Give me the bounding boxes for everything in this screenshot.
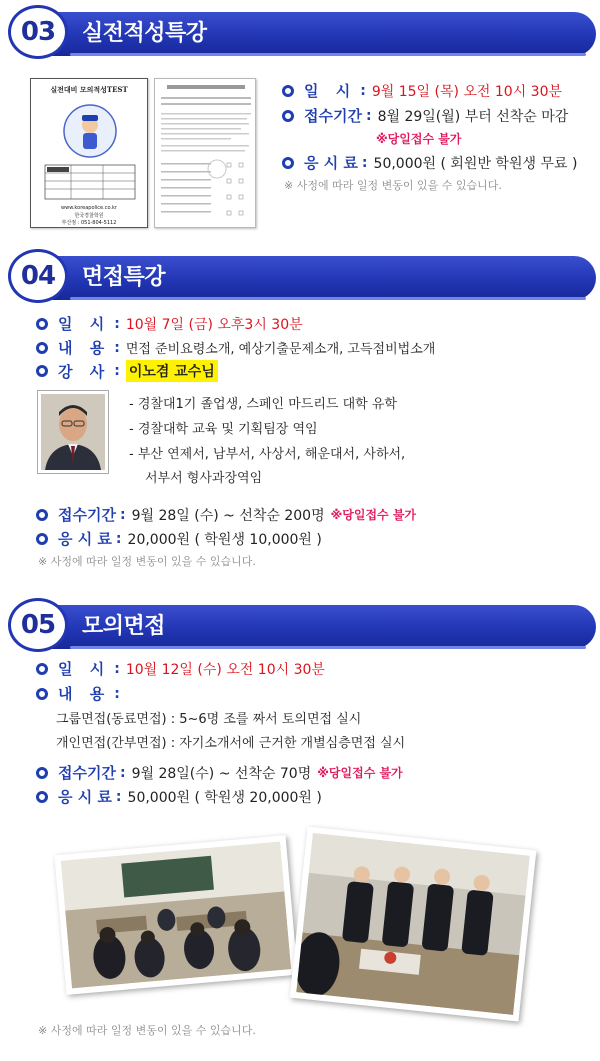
- period-label: 접수기간: [304, 107, 362, 125]
- period-value: 9월 28일 (수) ~ 선착순 200명: [131, 507, 325, 524]
- bullet-icon: [36, 318, 48, 330]
- s03-fee-row: [282, 152, 577, 173]
- s04-fee-row: [36, 528, 322, 549]
- lecturer-bio-line: - 부산 연제서, 남부서, 사상서, 해운대서, 사하서,: [129, 447, 406, 462]
- colon: :: [119, 764, 126, 781]
- fee-label: 응 시 료: [58, 788, 112, 806]
- mock-test-cover-phone: 부산점 : 051-804-5112: [61, 220, 117, 226]
- fee-label: 응 시 료: [58, 530, 112, 548]
- section-03-header: [0, 0, 600, 60]
- section-number: 03: [8, 5, 68, 59]
- lecturer-portrait-icon: [41, 394, 105, 470]
- mock-test-cover-title: 실전대비 모의적성TEST: [50, 85, 128, 94]
- group-interview-desc: 그룹면접(동료면접) : 5~6명 조를 짜서 토의면접 실시: [56, 712, 362, 727]
- lecturer-bio-line: 서부서 형사과장역임: [145, 471, 263, 486]
- date-label: 일 시: [304, 82, 357, 100]
- date-value: 10월 7일 (금) 오후3시 30분: [125, 316, 303, 333]
- lecturer-bio-line: - 경찰대1기 졸업생, 스페인 마드리드 대학 유학: [129, 397, 397, 412]
- colon: :: [119, 506, 126, 523]
- bullet-icon: [282, 85, 294, 97]
- individual-interview-desc: 개인면접(간부면접) : 자기소개서에 근거한 개별심층면접 실시: [56, 736, 406, 751]
- colon: :: [361, 154, 368, 171]
- period-label: 접수기간: [58, 506, 116, 524]
- colon: :: [115, 530, 122, 547]
- fee-label: 응 시 료: [304, 154, 358, 172]
- individual-interview-photo: [290, 826, 537, 1021]
- no-walkin-note: ※당일접수 불가: [317, 766, 403, 780]
- s04-date-row: [36, 313, 303, 334]
- section-05-header: [0, 593, 600, 653]
- bullet-icon: [282, 157, 294, 169]
- s03-notice: ※ 사정에 따라 일정 변동이 있을 수 있습니다.: [284, 179, 502, 192]
- colon: :: [114, 660, 120, 677]
- interview-panel-photo-icon: [296, 833, 530, 1015]
- section-title: 면접특강: [82, 265, 166, 290]
- date-label: 일 시: [58, 315, 111, 333]
- bullet-icon: [36, 791, 48, 803]
- colon: :: [114, 363, 120, 379]
- date-value: 10월 12일 (수) 오전 10시 30분: [125, 661, 325, 678]
- bullet-icon: [36, 365, 48, 377]
- s05-notice: ※ 사정에 따라 일정 변동이 있을 수 있습니다.: [38, 1024, 256, 1037]
- colon: :: [360, 82, 366, 99]
- answer-sheet-lines: [155, 79, 257, 229]
- period-label: 접수기간: [58, 764, 116, 782]
- mock-test-answer-sheet-image: [154, 78, 256, 228]
- colon: :: [114, 685, 120, 702]
- fee-value: 50,000원 ( 회원반 학원생 무료 ): [373, 155, 578, 172]
- s03-period-row: [282, 105, 568, 126]
- bullet-icon: [36, 688, 48, 700]
- section-04-header: [0, 244, 600, 304]
- content-label: 내 용: [58, 685, 111, 703]
- lecturer-label: 강 사: [58, 362, 111, 381]
- period-value: 8월 29일(월) 부터 선착순 마감: [377, 108, 569, 125]
- bullet-icon: [36, 663, 48, 675]
- s04-content-row: [36, 337, 435, 358]
- s05-content-row: [36, 683, 126, 704]
- colon: :: [115, 788, 122, 805]
- content-label: 내 용: [58, 339, 111, 357]
- fee-value: 50,000원 ( 학원생 20,000원 ): [127, 789, 322, 806]
- s03-date-row: [282, 80, 562, 101]
- classroom-photo-icon: [61, 842, 291, 989]
- section-title: 모의면접: [82, 614, 166, 639]
- section-number: 04: [8, 249, 68, 303]
- colon: :: [365, 107, 372, 124]
- s04-period-row: [36, 504, 416, 525]
- lecturer-bio-line: - 경찰대학 교육 및 기획팀장 역임: [129, 422, 318, 437]
- s05-fee-row: [36, 786, 322, 807]
- mock-test-cover-academy: 한국경찰학원: [74, 213, 104, 219]
- bullet-icon: [36, 509, 48, 521]
- lecturer-name: 이노겸 교수님: [126, 360, 218, 382]
- bullet-icon: [282, 110, 294, 122]
- bullet-icon: [36, 342, 48, 354]
- no-walkin-note: ※당일접수 불가: [376, 132, 462, 146]
- s03-no-walkin: [376, 130, 461, 147]
- colon: :: [114, 315, 120, 332]
- s04-notice: ※ 사정에 따라 일정 변동이 있을 수 있습니다.: [38, 555, 256, 568]
- date-label: 일 시: [58, 660, 111, 678]
- mock-test-cover-image: [30, 78, 148, 228]
- group-interview-photo: [54, 835, 297, 995]
- mock-test-cover-url: www.koreapolice.co.kr: [61, 205, 117, 211]
- s04-lecturer-row: [36, 360, 218, 382]
- section-title: 실전적성특강: [82, 21, 207, 46]
- section-number: 05: [8, 598, 68, 652]
- period-value: 9월 28일(수) ~ 선착순 70명: [131, 765, 312, 782]
- lecturer-photo: [37, 390, 109, 474]
- fee-value: 20,000원 ( 학원생 10,000원 ): [127, 531, 322, 548]
- date-value: 9월 15일 (목) 오전 10시 30분: [371, 83, 563, 100]
- colon: :: [114, 339, 120, 356]
- s05-period-row: [36, 762, 403, 783]
- bullet-icon: [36, 767, 48, 779]
- bullet-icon: [36, 533, 48, 545]
- content-value: 면접 준비요령소개, 예상기출문제소개, 고득점비법소개: [125, 342, 436, 357]
- no-walkin-note: ※당일접수 불가: [330, 508, 417, 522]
- s05-date-row: [36, 658, 325, 679]
